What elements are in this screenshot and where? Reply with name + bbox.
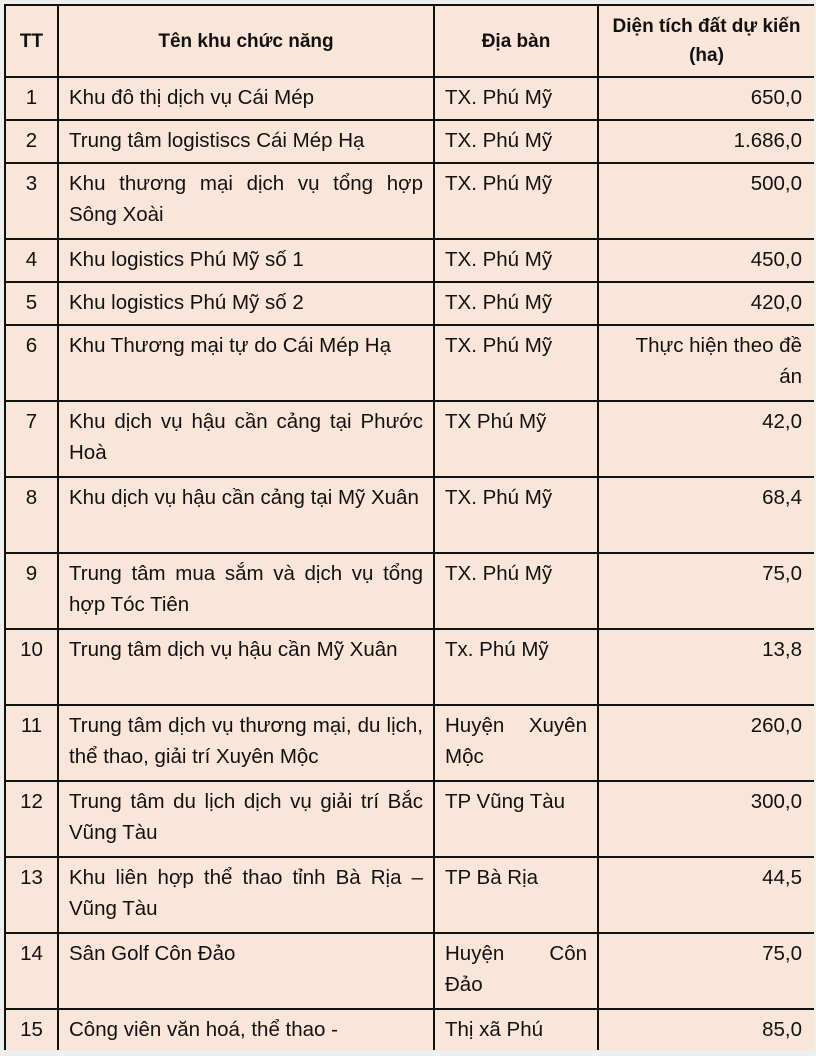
cell-area: 75,0 [598,933,814,1009]
table-row [5,781,814,857]
cell-tt: 1 [5,77,58,120]
cell-location: TX Phú Mỹ [434,401,598,477]
table-row [5,77,814,120]
cell-zone-name: Khu đô thị dịch vụ Cái Mép [58,77,434,120]
table-container [4,4,814,1050]
cell-zone-name: Khu liên hợp thể thao tỉnh Bà Rịa – Vũng Tàu [58,857,434,933]
cell-area: 13,8 [598,629,814,705]
cell-area: Thực hiện theo đề án [598,325,814,401]
cell-tt: 12 [5,781,58,857]
cell-zone-name: Trung tâm dịch vụ hậu cần Mỹ Xuân [58,629,434,705]
table-row [5,239,814,282]
cell-tt: 2 [5,120,58,163]
header-tt: TT [5,5,58,77]
table-row [5,629,814,705]
cell-zone-name: Khu logistics Phú Mỹ số 1 [58,239,434,282]
cell-area: 500,0 [598,163,814,239]
cell-tt: 8 [5,477,58,553]
table-row [5,477,814,553]
cell-location: Huyện Xuyên Mộc [434,705,598,781]
cell-area: 420,0 [598,282,814,325]
cell-location: TX. Phú Mỹ [434,325,598,401]
cell-location: Huyện Côn Đảo [434,933,598,1009]
cell-location: TX. Phú Mỹ [434,553,598,629]
table-row [5,1009,814,1050]
table-row [5,282,814,325]
cell-area: 75,0 [598,553,814,629]
cell-tt: 11 [5,705,58,781]
header-zone-name: Tên khu chức năng [58,5,434,77]
cell-location: TX. Phú Mỹ [434,77,598,120]
functional-zones-table [4,4,814,1050]
cell-zone-name: Khu Thương mại tự do Cái Mép Hạ [58,325,434,401]
table-row [5,401,814,477]
cell-location: Tx. Phú Mỹ [434,629,598,705]
cell-tt: 10 [5,629,58,705]
table-row [5,705,814,781]
cell-zone-name: Khu thương mại dịch vụ tổng hợp Sông Xoài [58,163,434,239]
table-row [5,933,814,1009]
cell-zone-name: Trung tâm dịch vụ thương mại, du lịch, thể thao, giải trí Xuyên Mộc [58,705,434,781]
cell-area: 42,0 [598,401,814,477]
cell-area: 44,5 [598,857,814,933]
table-row [5,120,814,163]
cell-tt: 7 [5,401,58,477]
cell-location: TX. Phú Mỹ [434,239,598,282]
cell-location: TX. Phú Mỹ [434,120,598,163]
cell-area: 1.686,0 [598,120,814,163]
header-area: Diện tích đất dự kiến (ha) [598,5,814,77]
cell-area: 68,4 [598,477,814,553]
cell-tt: 9 [5,553,58,629]
cell-area: 300,0 [598,781,814,857]
cell-area: 85,0 [598,1009,814,1050]
cell-zone-name: Khu dịch vụ hậu cần cảng tại Mỹ Xuân [58,477,434,553]
cell-zone-name: Công viên văn hoá, thể thao - [58,1009,434,1050]
cell-location: TX. Phú Mỹ [434,282,598,325]
cell-tt: 3 [5,163,58,239]
cell-tt: 6 [5,325,58,401]
table-row [5,325,814,401]
cell-location: TP Bà Rịa [434,857,598,933]
cell-tt: 15 [5,1009,58,1050]
table-row [5,857,814,933]
table-row [5,163,814,239]
cell-zone-name: Sân Golf Côn Đảo [58,933,434,1009]
cell-location: TX. Phú Mỹ [434,163,598,239]
cell-zone-name: Trung tâm logistiscs Cái Mép Hạ [58,120,434,163]
cell-area: 650,0 [598,77,814,120]
cell-location: Thị xã Phú [434,1009,598,1050]
cell-tt: 5 [5,282,58,325]
cell-zone-name: Trung tâm mua sắm và dịch vụ tổng hợp Tóc Tiên [58,553,434,629]
table-row [5,553,814,629]
cell-tt: 14 [5,933,58,1009]
cell-location: TP Vũng Tàu [434,781,598,857]
cell-location: TX. Phú Mỹ [434,477,598,553]
cell-zone-name: Khu logistics Phú Mỹ số 2 [58,282,434,325]
header-location: Địa bàn [434,5,598,77]
table-header-row [5,5,814,77]
cell-tt: 4 [5,239,58,282]
cell-area: 450,0 [598,239,814,282]
cell-tt: 13 [5,857,58,933]
cell-zone-name: Trung tâm du lịch dịch vụ giải trí Bắc Vũng Tàu [58,781,434,857]
cell-area: 260,0 [598,705,814,781]
cell-zone-name: Khu dịch vụ hậu cần cảng tại Phước Hoà [58,401,434,477]
